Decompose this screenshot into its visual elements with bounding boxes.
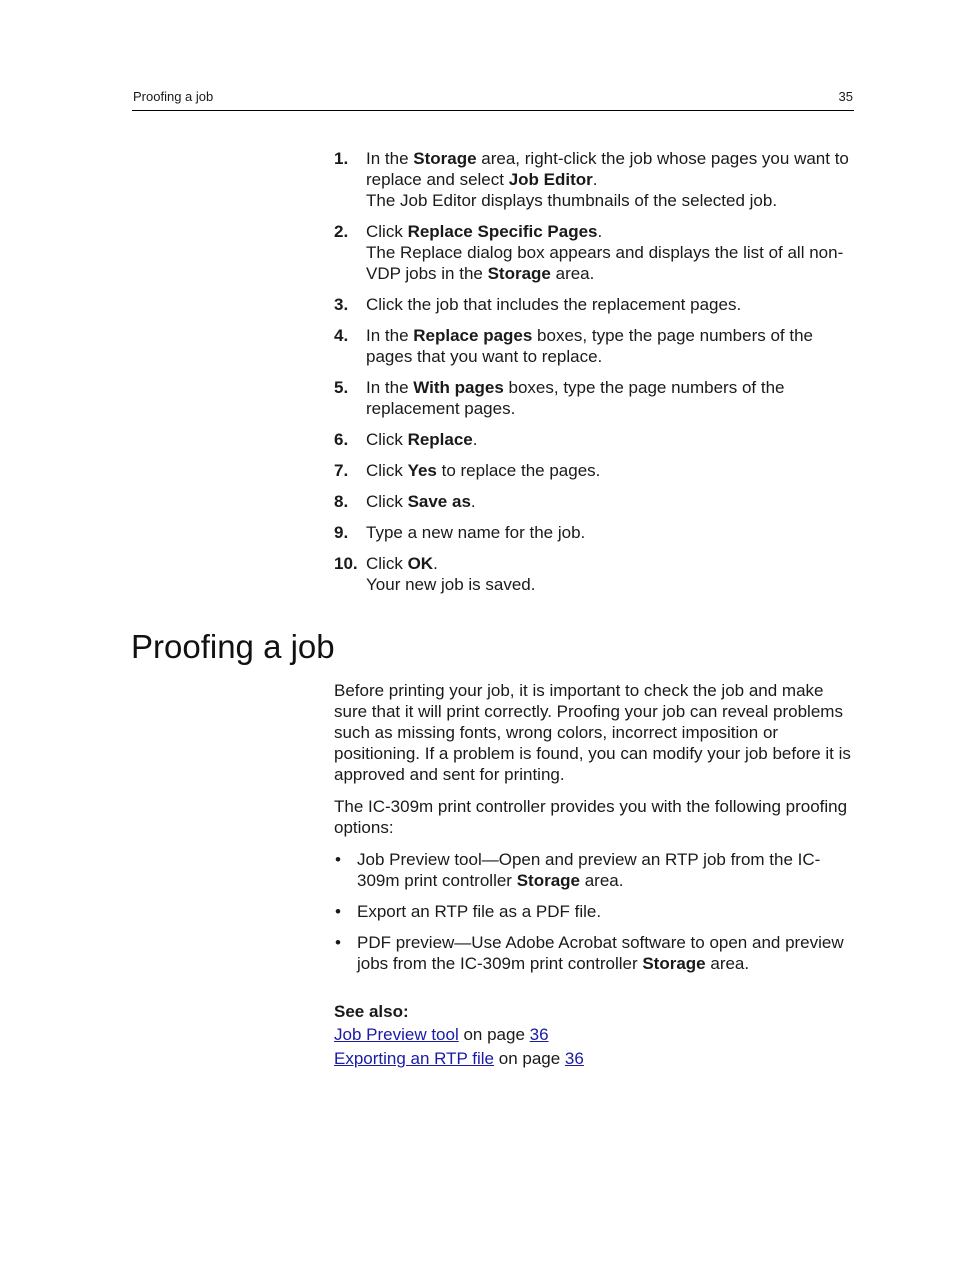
running-header bbox=[132, 88, 854, 111]
proofing-options-list bbox=[334, 849, 856, 974]
step-text: Click the job that includes the replacement pages. bbox=[366, 295, 742, 314]
step-text: In the With pages boxes, type the page numbers of the replacement pages. bbox=[366, 378, 785, 418]
step-item bbox=[334, 377, 854, 419]
bullet-glyph: • bbox=[335, 850, 341, 869]
bullet-glyph: • bbox=[335, 902, 341, 921]
step-number: 1. bbox=[334, 149, 349, 168]
xref-link-exporting-rtp-file[interactable]: Exporting an RTP file bbox=[334, 1049, 495, 1068]
step-item bbox=[334, 460, 854, 481]
list-item: • Export an RTP file as a PDF file. bbox=[335, 902, 602, 921]
step-text: Type a new name for the job. bbox=[366, 523, 586, 542]
bullet-glyph: • bbox=[335, 933, 341, 952]
header-page-number: 35 bbox=[838, 89, 853, 104]
xref-link-job-preview-tool[interactable]: Job Preview tool bbox=[334, 1025, 459, 1044]
step-number: 7. bbox=[334, 461, 349, 480]
cross-reference: Job Preview tool on page 36 bbox=[334, 1025, 549, 1044]
step-item bbox=[334, 325, 854, 367]
step-item bbox=[334, 491, 854, 512]
step-result: Your new job is saved. bbox=[366, 575, 536, 594]
step-number: 9. bbox=[334, 523, 349, 542]
step-number: 6. bbox=[334, 430, 349, 449]
section-body bbox=[334, 680, 856, 1071]
step-text: In the Replace pages boxes, type the page numbers of the pages that you want to replace. bbox=[366, 326, 814, 366]
step-text: In the Storage area, right-click the job whose pages you want to replace and select Job Editor. bbox=[366, 149, 849, 189]
step-number: 3. bbox=[334, 295, 349, 314]
options-intro-paragraph: The IC-309m print controller provides you with the following proofing options: bbox=[334, 797, 848, 837]
step-item bbox=[334, 221, 854, 284]
step-item bbox=[334, 294, 854, 315]
step-text: Click Replace Specific Pages. bbox=[366, 222, 603, 241]
step-text: Click OK. bbox=[366, 554, 438, 573]
step-number: 4. bbox=[334, 326, 349, 345]
step-item bbox=[334, 553, 854, 595]
step-result: The Replace dialog box appears and displays the list of all non-VDP jobs in the Storage area. bbox=[366, 243, 844, 283]
xref-page-link[interactable]: 36 bbox=[564, 1049, 584, 1068]
see-also-label: See also: bbox=[334, 1002, 409, 1021]
step-text: Click Save as. bbox=[366, 492, 476, 511]
step-text: Click Replace. bbox=[366, 430, 478, 449]
list-item: • Job Preview tool—Open and preview an RTP job from the IC-309m print controller Storage area. bbox=[335, 850, 821, 890]
step-item bbox=[334, 429, 854, 450]
step-result: The Job Editor displays thumbnails of the selected job. bbox=[366, 191, 778, 210]
header-section-title: Proofing a job bbox=[133, 89, 214, 104]
list-item: • PDF preview—Use Adobe Acrobat software to open and preview jobs from the IC-309m print controller Storage area. bbox=[335, 933, 844, 973]
step-number: 10. bbox=[334, 554, 358, 573]
section-heading: Proofing a job bbox=[131, 628, 335, 665]
xref-page-link[interactable]: 36 bbox=[529, 1025, 549, 1044]
step-item bbox=[334, 522, 854, 543]
step-number: 8. bbox=[334, 492, 349, 511]
step-number: 5. bbox=[334, 378, 349, 397]
intro-paragraph: Before printing your job, it is important to check the job and make sure that it will print correctly. Proofing your job can reveal problems such as missing fonts, wrong colors, incorrect imposition or positioning. If a problem is found, you can modify your job before it is approved and sent for printing. bbox=[334, 681, 851, 784]
cross-reference: Exporting an RTP file on page 36 bbox=[334, 1049, 584, 1068]
step-item bbox=[334, 148, 854, 211]
step-text: Click Yes to replace the pages. bbox=[366, 461, 601, 480]
procedure-steps bbox=[334, 148, 854, 605]
step-number: 2. bbox=[334, 222, 349, 241]
